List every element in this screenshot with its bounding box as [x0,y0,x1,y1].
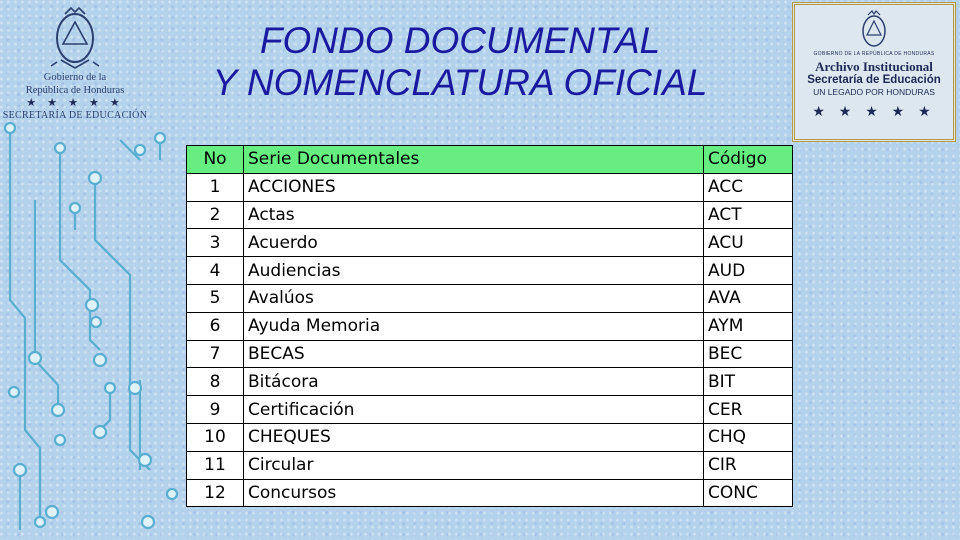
table-row [187,312,793,340]
title-line1: FONDO DOCUMENTAL [259,20,661,61]
cell-no: 10 [187,423,244,451]
cell-serie: Circular [244,451,704,479]
cell-no: 3 [187,229,244,257]
cell-no: 1 [187,173,244,201]
cell-no: 12 [187,479,244,507]
government-line2: República de Honduras [25,85,125,96]
cell-codigo: CONC [704,479,793,507]
cell-codigo: CIR [704,451,793,479]
cell-codigo: BEC [704,340,793,368]
table-header-row [187,146,793,174]
archive-line1: Archivo Institucional [815,59,933,74]
cell-no: 11 [187,451,244,479]
title-line2: Y NOMENCLATURA OFICIAL [212,62,708,103]
cell-serie: Actas [244,201,704,229]
table-row [187,229,793,257]
cell-no: 2 [187,201,244,229]
cell-no: 9 [187,396,244,424]
table-row [187,201,793,229]
government-logo [0,4,150,132]
table-row [187,451,793,479]
secretaria-label: SECRETARÍA DE EDUCACIÓN [2,110,148,121]
cell-codigo: CER [704,396,793,424]
cell-no: 8 [187,368,244,396]
page-title [180,20,740,104]
cell-codigo: CHQ [704,423,793,451]
table-row [187,340,793,368]
cell-codigo: ACC [704,173,793,201]
stars-icon: ★ ★ ★ ★ ★ [812,103,936,119]
cell-codigo: ACT [704,201,793,229]
cell-codigo: BIT [704,368,793,396]
table-row [187,479,793,507]
archive-line2: Secretaría de Educación [807,74,941,86]
table-row [187,257,793,285]
header-serie: Serie Documentales [244,146,704,174]
cell-serie: Concursos [244,479,704,507]
archive-logo [792,2,956,142]
header-codigo: Código [704,146,793,174]
cell-serie: Bitácora [244,368,704,396]
cell-no: 6 [187,312,244,340]
cell-serie: ACCIONES [244,173,704,201]
cell-serie: Certificación [244,396,704,424]
table-row [187,396,793,424]
nomenclature-table [186,145,793,507]
cell-serie: CHEQUES [244,423,704,451]
cell-no: 7 [187,340,244,368]
table-row [187,423,793,451]
cell-codigo: AUD [704,257,793,285]
coat-of-arms-icon [43,4,107,70]
table-row [187,173,793,201]
crest-icon [857,9,891,49]
government-line1: Gobierno de la [43,72,107,83]
cell-serie: Avalúos [244,284,704,312]
cell-no: 4 [187,257,244,285]
table-row [187,368,793,396]
header-no: No [187,146,244,174]
table-row [187,284,793,312]
cell-codigo: ACU [704,229,793,257]
cell-serie: BECAS [244,340,704,368]
cell-serie: Audiencias [244,257,704,285]
archive-line3: UN LEGADO POR HONDURAS [813,87,935,97]
cell-no: 5 [187,284,244,312]
stars-icon: ★ ★ ★ ★ ★ [26,97,124,109]
archive-small-text: GOBIERNO DE LA REPÚBLICA DE HONDURAS [813,51,935,57]
cell-serie: Acuerdo [244,229,704,257]
cell-serie: Ayuda Memoria [244,312,704,340]
cell-codigo: AYM [704,312,793,340]
cell-codigo: AVA [704,284,793,312]
